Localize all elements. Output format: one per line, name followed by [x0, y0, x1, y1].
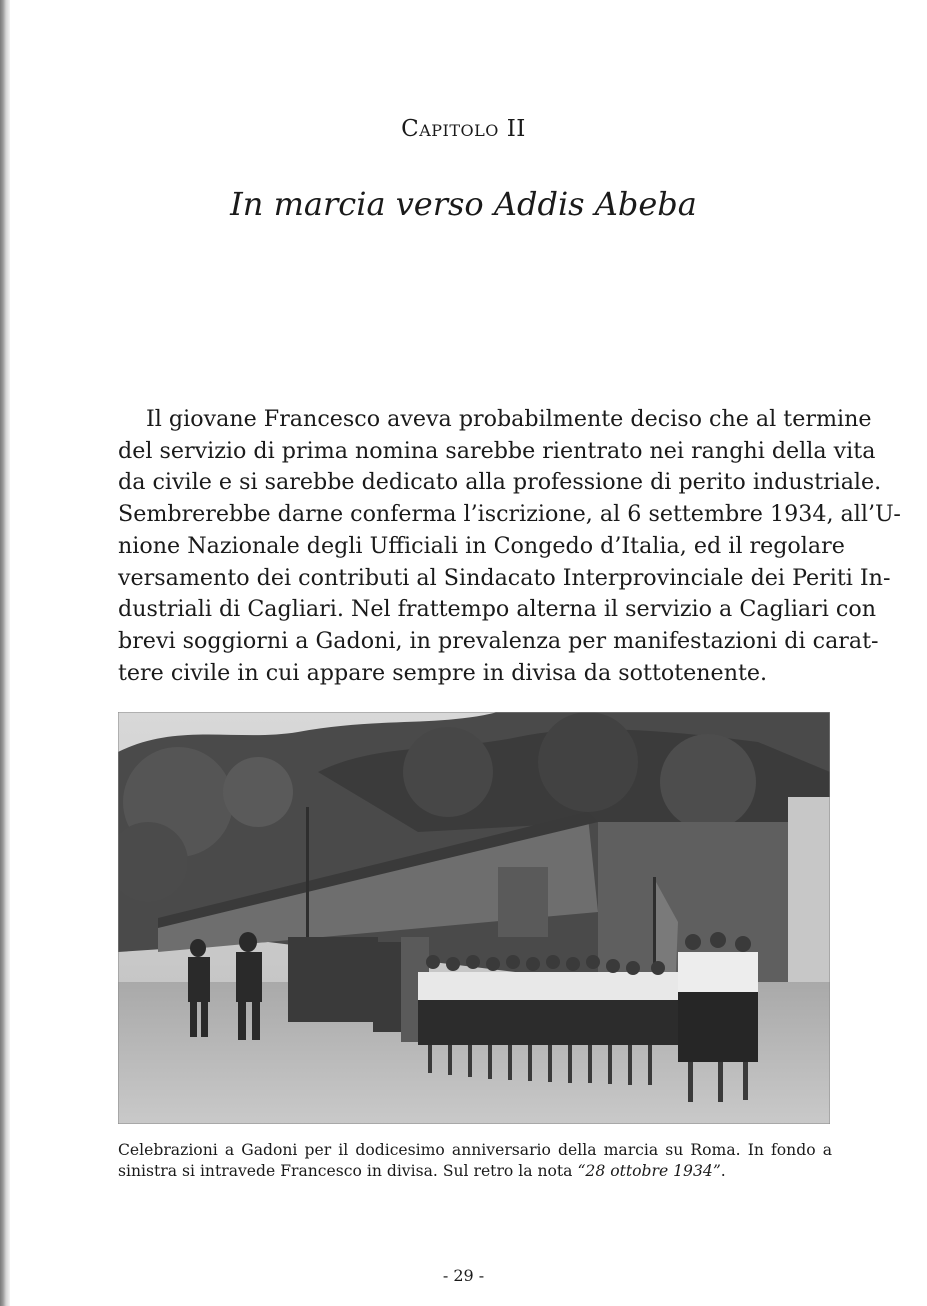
- photo-caption: [118, 1140, 832, 1182]
- body-line: Il giovane Francesco aveva probabilmente deciso che al termine: [146, 406, 872, 432]
- caption-period: .: [720, 1162, 726, 1180]
- body-paragraph: [118, 404, 901, 689]
- caption-text: sinistra si intravede Francesco in divisa. Sul retro la nota: [118, 1162, 578, 1180]
- body-line: tere civile in cui appare sempre in divisa da sottotenente.: [118, 659, 768, 686]
- body-line: da civile e si sarebbe dedicato alla professione di perito industriale.: [118, 469, 882, 496]
- caption-line: [118, 1161, 832, 1182]
- historical-photo: [118, 712, 830, 1124]
- caption-line: Celebrazioni a Gadoni per il dodicesimo anniversario della marcia su Roma. In fondo a: [118, 1141, 832, 1159]
- photo-illustration: [118, 712, 830, 1124]
- body-line: Sembrerebbe darne conferma l’iscrizione, al 6 settembre 1934, all’U-: [118, 501, 901, 528]
- body-line: nione Nazionale degli Ufficiali in Congedo d’Italia, ed il regolare: [118, 532, 845, 559]
- body-line: versamento dei contributi al Sindacato Interprovinciale dei Periti In-: [118, 564, 891, 591]
- body-line: del servizio di prima nomina sarebbe rientrato nei ranghi della vita: [118, 437, 876, 464]
- body-line: brevi soggiorni a Gadoni, in prevalenza per manifestazioni di carat-: [118, 627, 879, 654]
- chapter-label: Capitolo II: [401, 116, 526, 142]
- caption-date-note: “28 ottobre 1934”: [577, 1162, 721, 1180]
- chapter-title: In marcia verso Addis Abeba: [230, 185, 697, 223]
- page-number: - 29 -: [442, 1266, 485, 1285]
- body-line: dustriali di Cagliari. Nel frattempo alterna il servizio a Cagliari con: [118, 596, 876, 623]
